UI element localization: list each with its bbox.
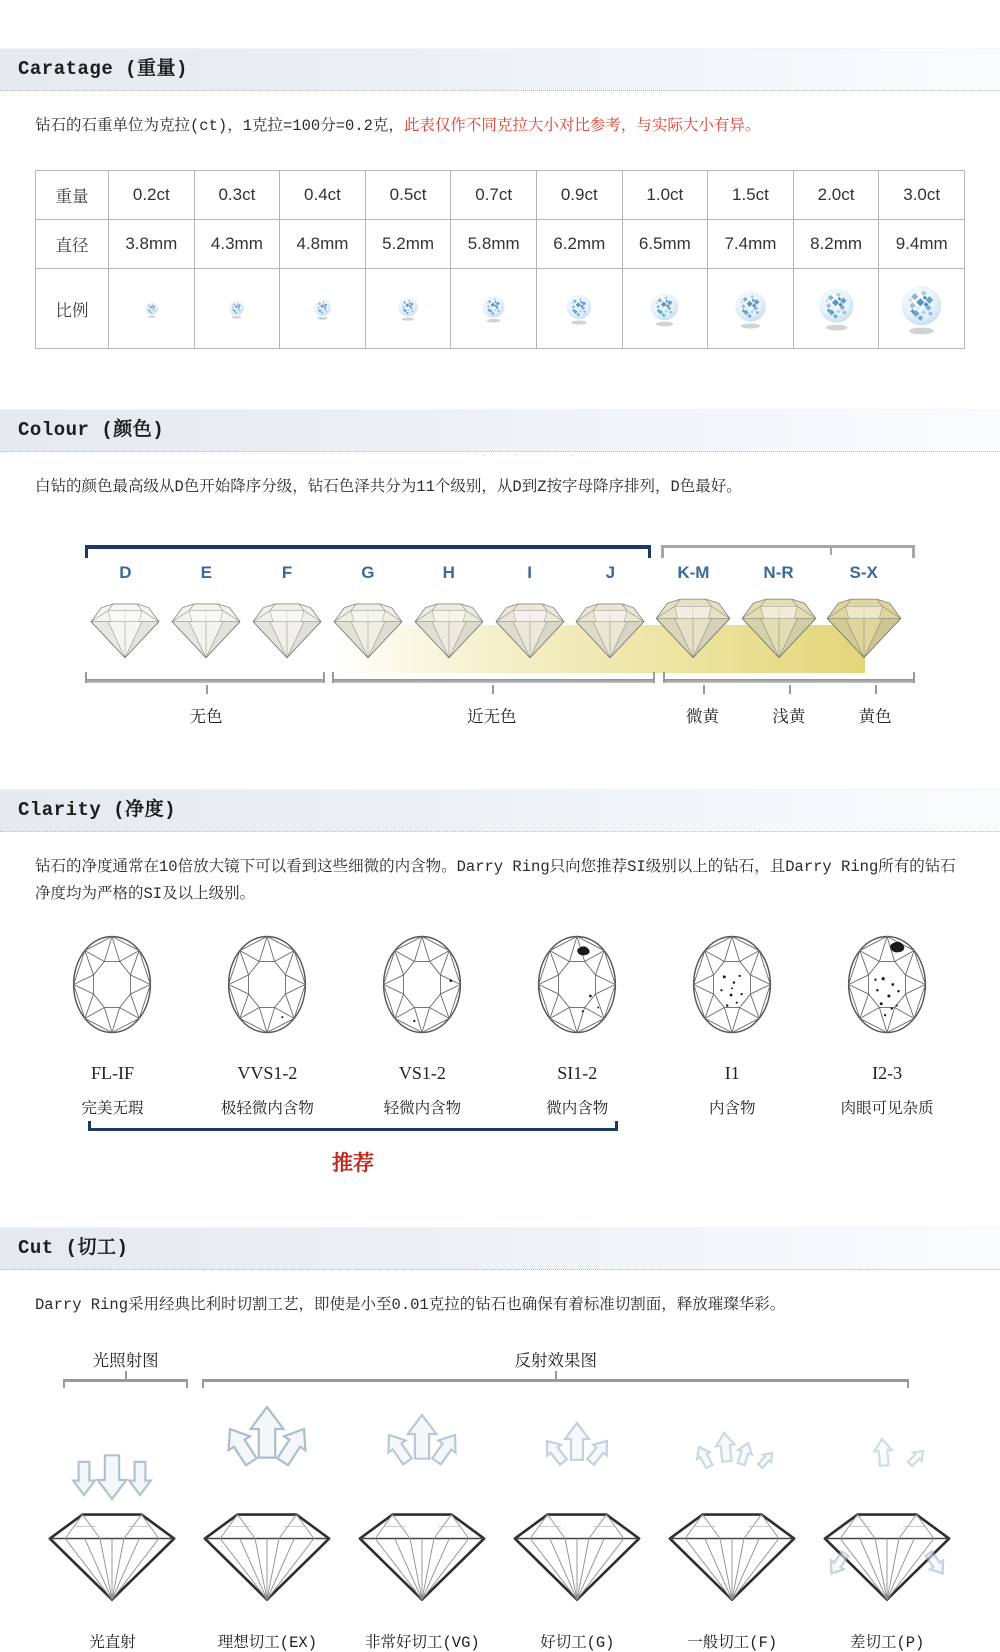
light-up-arrows-icon <box>347 1399 497 1503</box>
clarity-grade <box>345 925 500 1118</box>
recommend-label: 推荐 <box>332 1151 374 1175</box>
clarity-grade <box>190 925 345 1118</box>
clarity-plot-icon <box>682 925 782 1044</box>
carat-row-diameter <box>36 220 965 269</box>
carat-row-weight <box>36 171 965 220</box>
light-in-bracket <box>63 1379 189 1382</box>
colour-diamond-photo <box>739 596 819 660</box>
clarity-grade-desc: 微内含物 <box>546 1099 609 1118</box>
colour-diamond-photo <box>331 601 405 660</box>
clarity-recommend <box>88 1128 618 1177</box>
caratage-intro-note: 此表仅作不同克拉大小对比参考，与实际大小有异。 <box>403 117 761 135</box>
carat-scale-cell <box>879 269 965 349</box>
carat-weight-cell: 0.9ct <box>536 171 622 220</box>
colour-grade-letter-cell <box>736 561 821 587</box>
carat-scale-cell <box>109 269 195 349</box>
carat-row-weight-label: 重量 <box>36 171 109 220</box>
colour-diamond-photo <box>493 601 567 660</box>
carat-diameter-cell: 9.4mm <box>879 220 965 269</box>
colour-diamond-photo <box>88 601 162 660</box>
reflection-caption <box>202 1347 909 1382</box>
caption-tick <box>125 1371 127 1379</box>
clarity-section-header <box>0 789 1000 832</box>
colour-grade-gem-cell <box>651 596 736 665</box>
cut-grade <box>655 1399 810 1652</box>
colour-title: Colour (颜色) <box>18 419 165 442</box>
carat-scale-cell <box>622 269 708 349</box>
carat-scale-diamond-icon <box>733 289 768 329</box>
carat-scale-cell <box>536 269 622 349</box>
colour-zone-label: 微黄 <box>686 708 720 728</box>
carat-diameter-cell: 3.8mm <box>109 220 195 269</box>
cut-grade-label: 一般切工(F) <box>687 1633 778 1652</box>
carat-scale-diamond-icon <box>481 294 506 323</box>
colour-grade-letter-cell <box>489 561 570 587</box>
colour-grade-letter: D <box>119 563 132 583</box>
carat-diameter-cell: 4.8mm <box>280 220 366 269</box>
cut-grade <box>810 1399 965 1652</box>
colour-grade-letter-cell <box>570 561 651 587</box>
cut-section-header <box>0 1227 1000 1270</box>
clarity-grade <box>35 925 190 1118</box>
cut-diamond-icon <box>506 1508 648 1617</box>
carat-scale-cell <box>451 269 537 349</box>
colour-grade-gem-cell <box>166 601 247 665</box>
carat-diameter-cell: 6.2mm <box>536 220 622 269</box>
colour-diamond-photo <box>250 601 324 660</box>
carat-scale-cell <box>365 269 451 349</box>
zone-label-tick <box>875 685 877 694</box>
clarity-grade-desc: 肉眼可见杂质 <box>840 1099 934 1118</box>
colour-diamond-photo <box>412 601 486 660</box>
carat-scale-diamond-icon <box>228 299 245 319</box>
clarity-grade <box>500 925 655 1118</box>
light-up-arrows-icon <box>502 1399 652 1503</box>
carat-weight-cell: 0.3ct <box>194 171 280 220</box>
caption-tick <box>555 1371 557 1379</box>
carat-scale-cell <box>793 269 879 349</box>
clarity-grade-code: I2-3 <box>872 1062 903 1083</box>
colour-grade-letter: I <box>527 563 532 583</box>
clarity-intro: 钻石的净度通常在10倍放大镜下可以看到这些细微的内含物。Darry Ring只向您推荐SI级别以上的钻石，且Darry Ring所有的钻石净度均为严格的SI及以上级别。 <box>35 858 956 904</box>
cut-grade <box>35 1399 190 1652</box>
colour-grade-gem-cell <box>736 596 821 665</box>
colour-grade-letter-cell <box>408 561 489 587</box>
colour-grade-letter: F <box>281 563 293 583</box>
colour-grade-gem-cell <box>85 601 166 665</box>
clarity-grade-desc: 内含物 <box>708 1099 756 1118</box>
colour-diamond-photo <box>169 601 243 660</box>
cut-grade-label: 差切工(P) <box>849 1633 925 1652</box>
colour-grade-gem-cell <box>821 596 906 665</box>
clarity-plot-icon <box>62 925 162 1044</box>
reflection-bracket <box>202 1379 909 1382</box>
colour-grade-letter: S-X <box>849 563 878 583</box>
carat-scale-diamond-icon <box>817 286 856 331</box>
colour-zone-label: 无色 <box>189 708 223 728</box>
clarity-grade-code: VS1-2 <box>398 1062 446 1083</box>
colourless-group-bracket <box>85 545 651 549</box>
tinted-group-bracket <box>661 545 915 548</box>
colour-section-header <box>0 409 1000 452</box>
carat-scale-diamond-icon <box>899 283 944 335</box>
carat-scale-diamond-icon <box>565 293 593 325</box>
light-in-label: 光照射图 <box>92 1351 159 1371</box>
clarity-plot-icon <box>372 925 472 1044</box>
carat-scale-diamond-icon <box>144 301 159 318</box>
clarity-grade-code: FL-IF <box>90 1062 134 1083</box>
carat-scale-cell <box>280 269 366 349</box>
carat-weight-cell: 1.0ct <box>622 171 708 220</box>
carat-diameter-cell: 8.2mm <box>793 220 879 269</box>
caratage-title: Caratage (重量) <box>18 58 188 80</box>
clarity-plot-icon <box>837 925 937 1044</box>
cut-diamond-icon <box>41 1508 183 1617</box>
reflection-label: 反射效果图 <box>514 1351 598 1371</box>
colour-grade-letter: N-R <box>763 563 794 583</box>
clarity-grade <box>810 925 965 1118</box>
caratage-intro-text: 钻石的石重单位为克拉(ct)，1克拉=100分=0.2克， <box>35 117 404 135</box>
cut-grade-label: 光直射 <box>89 1633 136 1652</box>
clarity-grade-code: SI1-2 <box>557 1062 598 1083</box>
carat-diameter-cell: 5.8mm <box>451 220 537 269</box>
colour-grade-letter-cell <box>651 561 736 587</box>
cut-diamond-icon <box>351 1508 493 1617</box>
colour-grade-letter: J <box>605 563 616 583</box>
clarity-grade <box>655 925 810 1118</box>
cut-diagram-captions <box>35 1347 965 1393</box>
colour-grade-letter-cell <box>327 561 408 587</box>
carat-size-table <box>35 170 965 349</box>
clarity-plot-icon <box>217 925 317 1044</box>
cut-grades <box>35 1399 965 1652</box>
light-up-arrows-icon <box>192 1399 342 1503</box>
carat-scale-diamond-icon <box>397 296 419 321</box>
zone-axis-segment <box>663 679 915 683</box>
colour-intro: 白钻的颜色最高级从D色开始降序分级，钻石色泽共分为11个级别，从D到Z按字母降序排列，D色最好。 <box>35 478 742 497</box>
colour-grade-gem-cell <box>408 601 489 665</box>
cut-diamond-icon <box>661 1508 803 1617</box>
zone-label-tick <box>492 685 494 694</box>
cut-grade-label: 非常好切工(VG) <box>364 1633 480 1652</box>
cut-diamond-icon <box>816 1508 958 1617</box>
colour-zone-label: 浅黄 <box>772 708 806 728</box>
colour-diamond-photo <box>824 596 904 660</box>
carat-weight-cell: 3.0ct <box>879 171 965 220</box>
zone-axis-segment <box>332 679 655 683</box>
colour-grade-letter: H <box>442 563 455 583</box>
colour-grade-gem-cell <box>327 601 408 665</box>
cut-grade <box>345 1399 500 1652</box>
zone-label-tick <box>789 685 791 694</box>
colour-grade-letter-cell <box>247 561 328 587</box>
cut-intro: Darry Ring采用经典比利时切割工艺，即使是小至0.01克拉的钻石也确保有着标准切割面，释放璀璨华彩。 <box>35 1295 786 1314</box>
colour-grade-letter: K-M <box>677 563 710 583</box>
carat-scale-cell <box>708 269 794 349</box>
colour-diamond-photo <box>653 596 733 660</box>
carat-scale-cell <box>194 269 280 349</box>
light-in-caption <box>63 1347 189 1382</box>
colour-grade-letter: G <box>361 563 375 583</box>
cut-grade <box>190 1399 345 1652</box>
clarity-grade-desc: 轻微内含物 <box>383 1099 462 1118</box>
colour-grade-scale <box>85 545 915 737</box>
light-up-arrows-icon <box>812 1399 962 1503</box>
clarity-plot-icon <box>527 925 627 1044</box>
zone-label-tick <box>206 685 208 694</box>
light-down-arrows-icon <box>37 1399 187 1503</box>
caratage-intro <box>35 113 970 140</box>
colour-zone-label: 黄色 <box>858 708 892 728</box>
carat-scale-diamond-icon <box>313 298 332 320</box>
clarity-grade-code: VVS1-2 <box>237 1062 298 1083</box>
clarity-grades <box>35 925 965 1118</box>
colour-grade-letter: E <box>200 563 212 583</box>
clarity-grade-code: I1 <box>724 1062 740 1083</box>
colour-zone-axis <box>85 673 915 737</box>
carat-row-scale <box>36 269 965 349</box>
colour-grade-gem-cell <box>247 601 328 665</box>
carat-diameter-cell: 5.2mm <box>365 220 451 269</box>
cut-grade-label: 理想切工(EX) <box>217 1633 318 1652</box>
carat-diameter-cell: 4.3mm <box>194 220 280 269</box>
clarity-title: Clarity (净度) <box>18 799 177 822</box>
clarity-grade-desc: 完美无瑕 <box>81 1099 144 1118</box>
colour-zone-label: 近无色 <box>466 708 517 728</box>
carat-weight-cell: 0.2ct <box>109 171 195 220</box>
cut-grade-label: 好切工(G) <box>540 1633 615 1652</box>
clarity-grade-desc: 极轻微内含物 <box>220 1099 314 1118</box>
colour-grade-letter-cell <box>166 561 247 587</box>
carat-scale-diamond-icon <box>649 291 680 327</box>
carat-row-scale-label: 比例 <box>36 269 109 349</box>
cut-grade <box>500 1399 655 1652</box>
zone-axis-segment <box>85 679 325 683</box>
colour-grade-gem-cell <box>489 601 570 665</box>
colour-grade-letter-cell <box>85 561 166 587</box>
caratage-section-header <box>0 48 1000 91</box>
colour-grade-letter-cell <box>821 561 906 587</box>
colour-grade-diamonds <box>85 587 915 665</box>
zone-label-tick <box>703 685 705 694</box>
colour-diamond-photo <box>573 601 647 660</box>
carat-row-diameter-label: 直径 <box>36 220 109 269</box>
carat-weight-cell: 0.4ct <box>280 171 366 220</box>
carat-weight-cell: 1.5ct <box>708 171 794 220</box>
carat-weight-cell: 0.7ct <box>451 171 537 220</box>
carat-weight-cell: 0.5ct <box>365 171 451 220</box>
carat-diameter-cell: 6.5mm <box>622 220 708 269</box>
carat-diameter-cell: 7.4mm <box>708 220 794 269</box>
carat-weight-cell: 2.0ct <box>793 171 879 220</box>
colour-grade-letters <box>85 561 915 587</box>
colour-grade-gem-cell <box>570 601 651 665</box>
recommend-bracket <box>88 1128 618 1131</box>
cut-diamond-icon <box>196 1508 338 1617</box>
light-up-arrows-icon <box>657 1399 807 1503</box>
colour-group-brackets <box>85 545 915 561</box>
cut-title: Cut (切工) <box>18 1236 129 1259</box>
